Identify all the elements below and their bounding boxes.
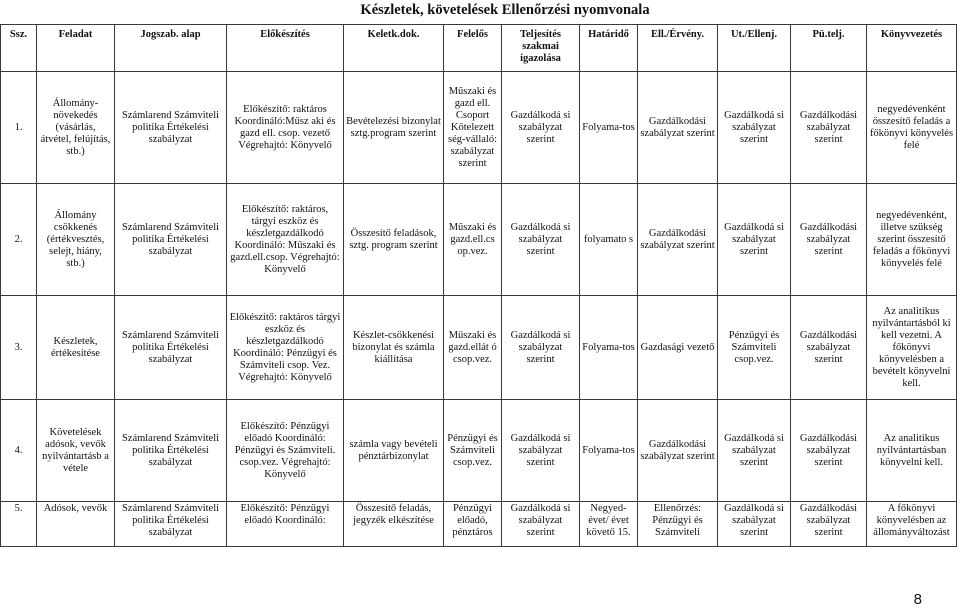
legal-basis-cell: Számlarend Számviteli politika Értékelési szabályzat	[115, 296, 227, 400]
bookkeeping-cell: negyedévenként, illetve szükség szerint összesítő feladás a főkönyvi könyvelés felé	[867, 184, 957, 296]
page-title: Készletek, követelések Ellenőrzési nyomvonala	[360, 2, 650, 18]
document-cell: Bevételezési bizonylat sztg.program szerint	[344, 72, 444, 184]
table-row	[1, 72, 957, 184]
header-cell: Ell./Érvény.	[638, 25, 718, 72]
document-cell: Összesítő feladás, jegyzék elkészítése	[344, 502, 444, 547]
responsible-cell: Pénzügyi és Számviteli csop.vez.	[444, 400, 502, 502]
deadline-cell: Folyama-tos	[580, 296, 638, 400]
bookkeeping-cell: A főkönyvi könyvelésben az állományváltozást	[867, 502, 957, 547]
bookkeeping-cell: Az analitikus nyilvántartásban könyvelni kell.	[867, 400, 957, 502]
page-number: 8	[913, 591, 922, 608]
deadline-cell: Negyed-évet/ évet követő 15.	[580, 502, 638, 547]
header-cell: Előkészítés	[227, 25, 344, 72]
payment-cell: Gazdálkodási szabályzat szerint	[791, 296, 867, 400]
legal-basis-cell: Számlarend Számviteli politika Értékelési szabályzat	[115, 400, 227, 502]
header-cell: Pü.telj.	[791, 25, 867, 72]
control-cell: Gazdálkodási szabályzat szerint	[638, 400, 718, 502]
responsible-cell: Pénzügyi előadó, pénztáros	[444, 502, 502, 547]
header-cell: Feladat	[37, 25, 115, 72]
header-cell: Ssz.	[1, 25, 37, 72]
approval-cell: Gazdálkodá si szabályzat szerint	[718, 72, 791, 184]
verification-cell: Gazdálkodá si szabályzat szerint	[502, 296, 580, 400]
verification-cell: Gazdálkodá si szabályzat szerint	[502, 502, 580, 547]
control-cell: Gazdálkodási szabályzat szerint	[638, 184, 718, 296]
row-number: 1.	[1, 72, 37, 184]
header-cell: Teljesítés szakmai igazolása	[502, 25, 580, 72]
approval-cell: Gazdálkodá si szabályzat szerint	[718, 400, 791, 502]
table-row	[1, 184, 957, 296]
verification-cell: Gazdálkodá si szabályzat szerint	[502, 72, 580, 184]
payment-cell: Gazdálkodási szabályzat szerint	[791, 400, 867, 502]
row-number: 3.	[1, 296, 37, 400]
preparation-cell: Előkészítő: Pénzügyi előadó Koordináló: Pénzügyi és Számviteli. csop.vez. Végrehajtó: Könyvelő	[227, 400, 344, 502]
row-number: 5.	[1, 502, 37, 547]
responsible-cell: Műszaki és gazd.ellát ó csop.vez.	[444, 296, 502, 400]
bookkeeping-cell: Az analitikus nyilvántartásból ki kell vezetni. A főkönyvi könyvelésben a bevételt könyvelni kell.	[867, 296, 957, 400]
deadline-cell: Folyama-tos	[580, 400, 638, 502]
legal-basis-cell: Számlarend Számviteli politika Értékelési szabályzat	[115, 72, 227, 184]
header-cell: Jogszab. alap	[115, 25, 227, 72]
control-cell: Gazdálkodási szabályzat szerint	[638, 72, 718, 184]
header-cell: Könyvvezetés	[867, 25, 957, 72]
row-number: 2.	[1, 184, 37, 296]
preparation-cell: Előkészítő: raktáros tárgyi eszköz és készletgazdálkodó Koordináló: Pénzügyi és Számviteli csop. Vez. Végrehajtó: Könyvelő	[227, 296, 344, 400]
payment-cell: Gazdálkodási szabályzat szerint	[791, 184, 867, 296]
bookkeeping-cell: negyedévenként összesítő feladás a főkönyvi könyvelés felé	[867, 72, 957, 184]
task-cell: Követelések adósok, vevők nyilvántartásb a vétele	[37, 400, 115, 502]
responsible-cell: Műszaki és gazd.ell.cs op.vez.	[444, 184, 502, 296]
legal-basis-cell: Számlarend Számviteli politika Értékelési szabályzat	[115, 184, 227, 296]
table-row	[1, 296, 957, 400]
control-cell: Ellenőrzés: Pénzügyi és Számviteli	[638, 502, 718, 547]
task-cell: Adósok, vevők	[37, 502, 115, 547]
responsible-cell: Műszaki és gazd ell. Csoport Kötelezett ség-vállaló: szabályzat szerint	[444, 72, 502, 184]
preparation-cell: Előkészítő: raktáros, tárgyi eszköz és készletgazdálkodó Koordináló: Műszaki és gazd.ell.csop. Végrehajtó: Könyvelő	[227, 184, 344, 296]
approval-cell: Pénzügyi és Számviteli csop.vez.	[718, 296, 791, 400]
document-cell: Készlet-csökkenési bizonylat és számla kiállítása	[344, 296, 444, 400]
deadline-cell: folyamato s	[580, 184, 638, 296]
verification-cell: Gazdálkodá si szabályzat szerint	[502, 400, 580, 502]
document-cell: Összesítő feladások, sztg. program szerint	[344, 184, 444, 296]
header-cell: Felelős	[444, 25, 502, 72]
deadline-cell: Folyama-tos	[580, 72, 638, 184]
document-cell: számla vagy bevételi pénztárbizonylat	[344, 400, 444, 502]
task-cell: Állomány csökkenés (értékvesztés, selejt, hiány, stb.)	[37, 184, 115, 296]
table-row	[1, 400, 957, 502]
task-cell: Állomány-növekedés (vásárlás, átvétel, felújítás, stb.)	[37, 72, 115, 184]
table-header-row	[1, 25, 957, 72]
verification-cell: Gazdálkodá si szabályzat szerint	[502, 184, 580, 296]
approval-cell: Gazdálkodá si szabályzat szerint	[718, 502, 791, 547]
header-cell: Ut./Ellenj.	[718, 25, 791, 72]
preparation-cell: Előkészítő: Pénzügyi előadó Koordináló:	[227, 502, 344, 547]
header-cell: Határidő	[580, 25, 638, 72]
payment-cell: Gazdálkodási szabályzat szerint	[791, 502, 867, 547]
header-cell: Keletk.dok.	[344, 25, 444, 72]
control-cell: Gazdasági vezető	[638, 296, 718, 400]
preparation-cell: Előkészítő: raktáros Koordináló:Műsz aki és gazd ell. csop. vezető Végrehajtó: Könyvelő	[227, 72, 344, 184]
control-trail-table	[0, 24, 957, 547]
task-cell: Készletek, értékesítése	[37, 296, 115, 400]
payment-cell: Gazdálkodási szabályzat szerint	[791, 72, 867, 184]
table-row	[1, 502, 957, 547]
legal-basis-cell: Számlarend Számviteli politika Értékelési szabályzat	[115, 502, 227, 547]
row-number: 4.	[1, 400, 37, 502]
approval-cell: Gazdálkodá si szabályzat szerint	[718, 184, 791, 296]
